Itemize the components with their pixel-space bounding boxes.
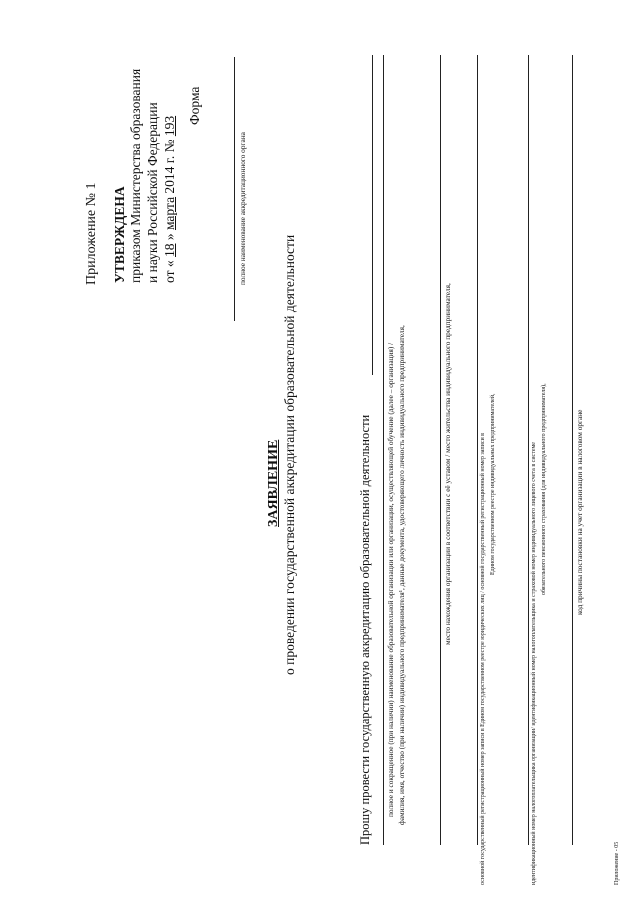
document-title: ЗАЯВЛЕНИЕ (266, 439, 281, 527)
form-label: Форма (187, 86, 202, 125)
appendix-label: Приложение № 1 (84, 182, 99, 285)
org-name-line (234, 57, 235, 321)
approved-label: УТВЕРЖДЕНА (112, 186, 127, 283)
field-1-caption-1: полное и сокращенное (при наличии) наименование образовательной организации или организации, осуществляющей обучение (далее – организация) / (386, 342, 395, 817)
field-4-caption-1: идентификационный номер налогоплательщика организации/ идентификационный номер налогоплательщика и страховой номер индивидуального лицевого счета в системе (531, 442, 537, 885)
date-prefix: от « (162, 260, 177, 283)
field-5-caption-1: код причины постановки на учет организации в налоговом органе (575, 409, 584, 615)
field-3-line (477, 55, 478, 845)
org-name-caption: полное наименование аккредитационного органа (238, 132, 247, 285)
date-year: 2014 г. (162, 155, 177, 194)
field-5-line (572, 55, 573, 845)
footer-note: Приложение - 05 (614, 841, 620, 885)
date-month: марта (162, 196, 177, 231)
field-2-caption-1: место нахождения организации в соответствии с её уставом / место жительства индивидуального предпринимателя, (443, 283, 452, 645)
request-text: Прошу провести государственную аккредитацию образовательной деятельности (358, 414, 372, 845)
field-4-caption-2: обязательного пенсионного страхования (для индивидуального предпринимателя), (541, 383, 547, 595)
request-fill-line (372, 55, 373, 375)
field-1-caption-2: фамилия, имя, отчество (при наличии) индивидуального предпринимателя¹, данные документа, удостоверяющего личность индивидуального предпринимателя, (397, 325, 406, 825)
date-day: 18 (162, 243, 177, 258)
field-4-line (528, 55, 529, 845)
field-1-line (383, 55, 384, 845)
order-date (162, 116, 178, 283)
field-3-caption-2: Едином государственном реестре индивидуальных предпринимателей, (490, 393, 496, 575)
order-number: 193 (162, 115, 177, 137)
field-3-caption-1: основной государственный регистрационный номер записи в Едином государственном реестре юридических лиц / основной государственный регистрационный номер записи в (480, 432, 486, 885)
order-line-2: и науки Российской Федерации (145, 102, 160, 283)
order-line-1: приказом Министерства образования (128, 68, 143, 283)
document-subtitle: о проведении государственной аккредитации образовательной деятельности (282, 234, 297, 675)
field-2-line (440, 55, 441, 845)
number-sign: № (162, 139, 177, 153)
date-mid: » (162, 233, 177, 241)
